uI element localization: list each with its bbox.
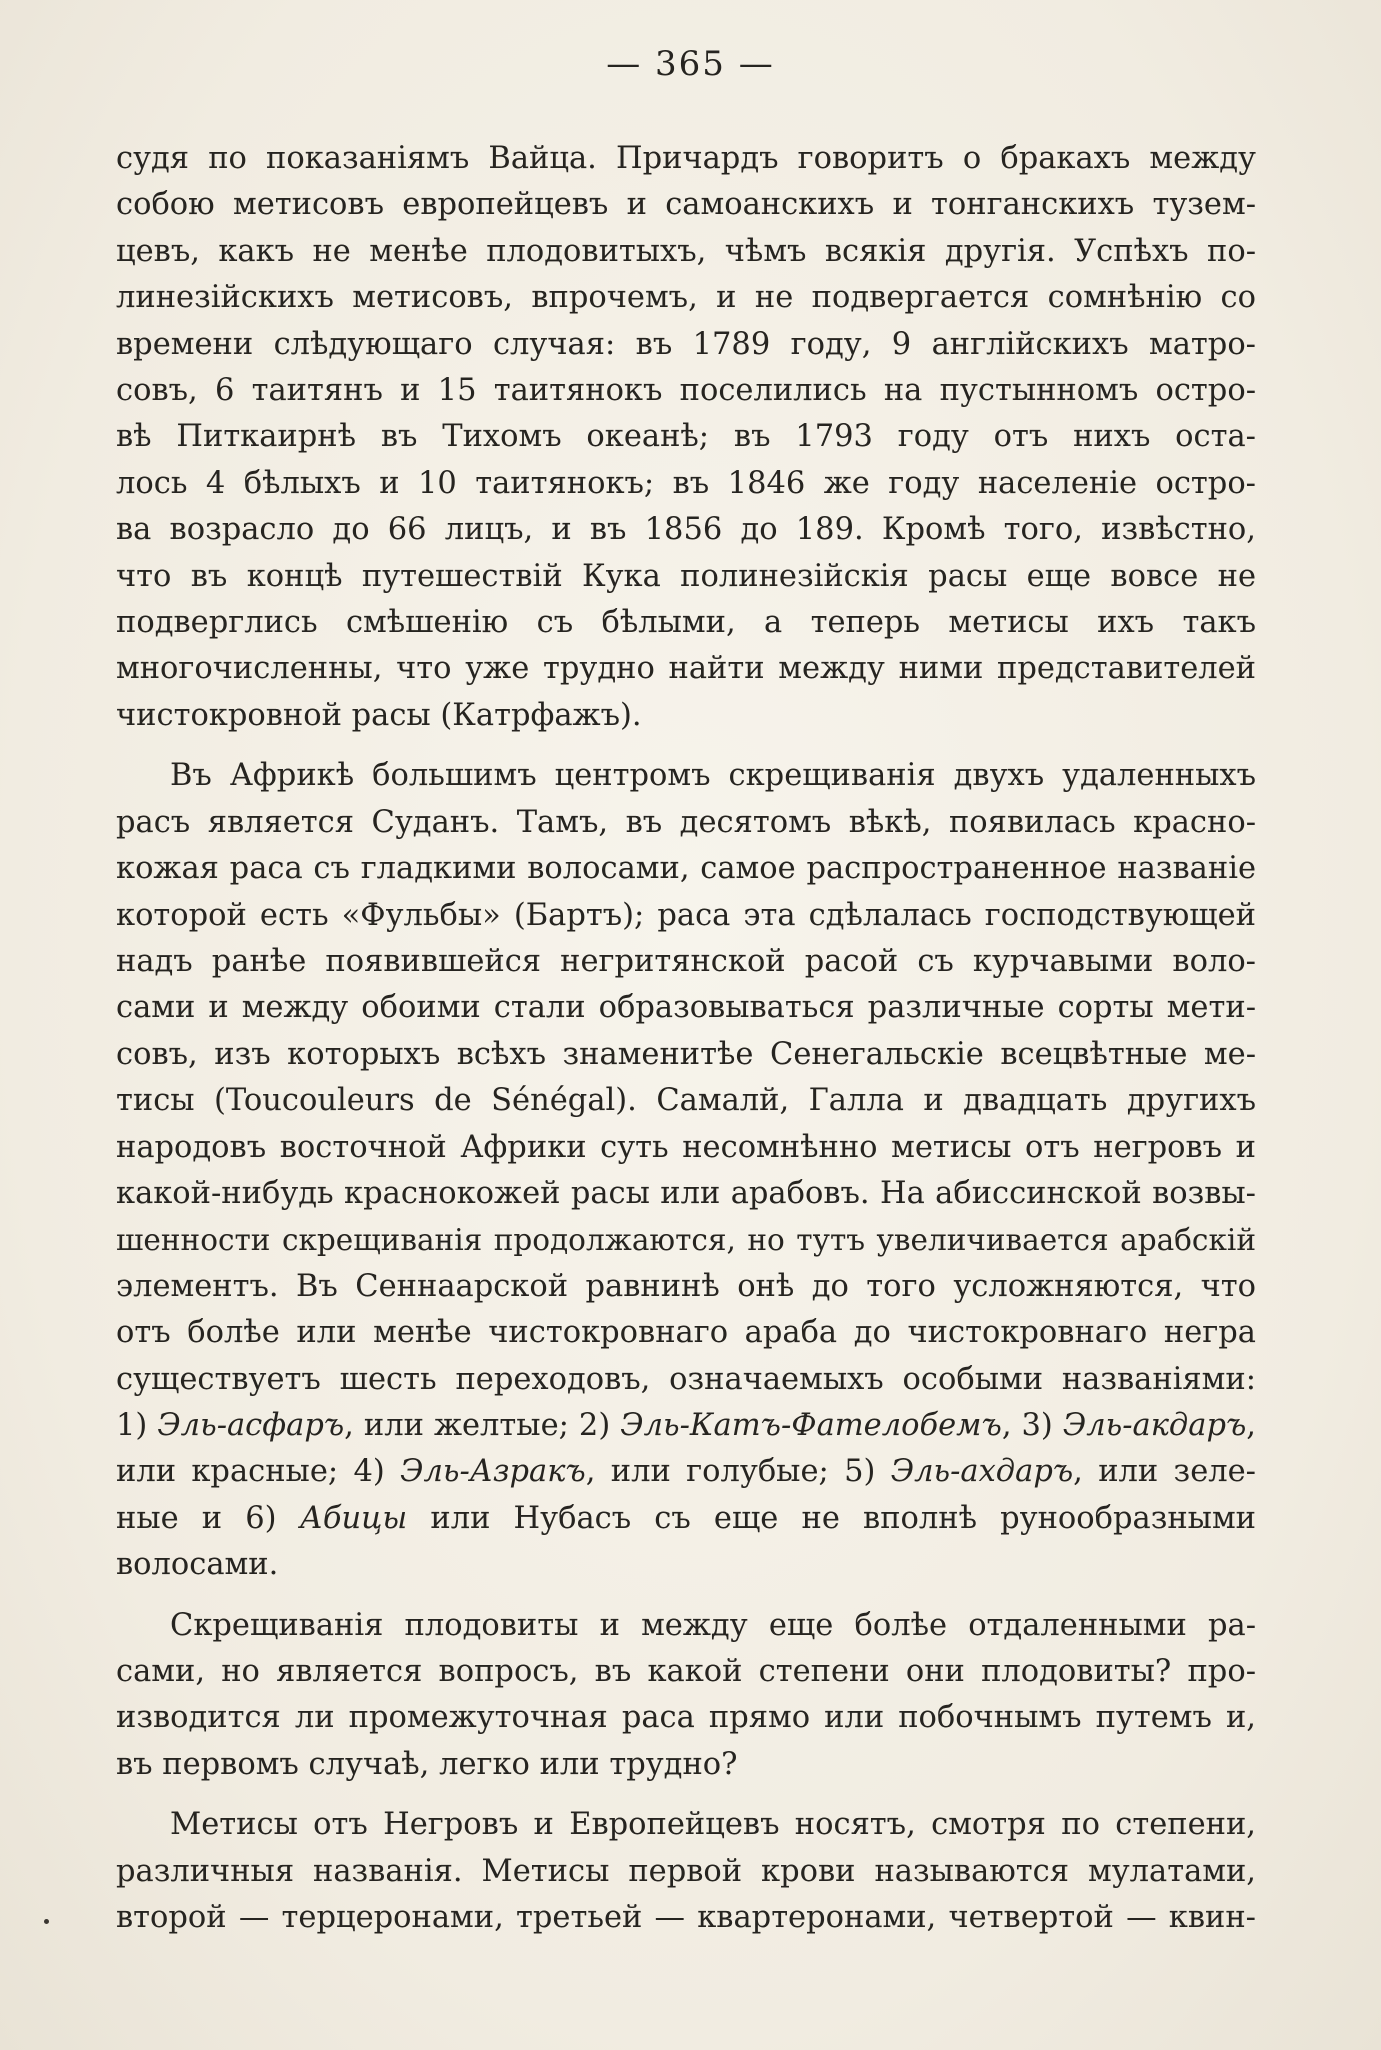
paragraph	[116, 1603, 1256, 1789]
italic-term: Абицы	[299, 1500, 408, 1536]
text-line: второй — терцеронами, третьей — квартеронами, четвертой — квин-	[116, 1900, 1256, 1936]
text-line: которой есть «Фульбы» (Бартъ); раса эта сдѣлалась господствующей	[116, 897, 1256, 933]
text-line: народовъ восточной Африки суть несомнѣнно метисы отъ негровъ и	[116, 1129, 1256, 1165]
text-line: Скрещиванія плодовиты и между еще болѣе отдаленными ра-	[170, 1607, 1256, 1643]
text-line: лось 4 бѣлыхъ и 10 таитянокъ; въ 1846 же году населеніе остро-	[116, 465, 1256, 501]
italic-term: Эль-Азракъ	[400, 1454, 586, 1490]
text-line: волосами.	[116, 1547, 279, 1583]
text-line: какой-нибудь краснокожей расы или арабовъ. На абиссинской возвы-	[116, 1175, 1256, 1211]
text-line: судя по показаніямъ Вайца. Причардъ говоритъ о бракахъ между	[116, 141, 1256, 176]
body-text	[116, 136, 1256, 1955]
italic-term: Эль-ахдаръ	[890, 1454, 1074, 1490]
text-line: линезійскихъ метисовъ, впрочемъ, и не подвергается сомнѣнію со	[116, 280, 1256, 316]
text-line: отъ болѣе или менѣе чистокровнаго араба до чистокровнаго негра	[116, 1315, 1256, 1351]
text-line: сами, но является вопросъ, въ какой степени они плодовиты? про-	[116, 1654, 1256, 1689]
text-line: кожая раса съ гладкими волосами, самое распространенное названіе	[116, 851, 1256, 887]
paragraph	[116, 753, 1256, 1588]
ink-speck	[44, 1919, 49, 1924]
text-line: Метисы отъ Негровъ и Европейцевъ носятъ, смотря по степени,	[170, 1807, 1256, 1843]
text-line: совъ, 6 таитянъ и 15 таитянокъ поселились на пустынномъ остро-	[116, 373, 1256, 409]
italic-term: Эль-акдаръ	[1062, 1407, 1247, 1443]
text-line: Въ Африкѣ большимъ центромъ скрещиванія двухъ удаленныхъ	[170, 758, 1256, 794]
text-line: чистокровной расы (Катрфажъ).	[116, 697, 642, 733]
page-number: — 365 —	[606, 44, 775, 84]
text-line: элементъ. Въ Сеннаарской равнинѣ онѣ до того усложняются, что	[116, 1268, 1256, 1304]
text-line: собою метисовъ европейцевъ и самоанскихъ и тонганскихъ тузем-	[116, 187, 1256, 223]
text-line: сами и между обоими стали образовываться различные сорты мети-	[116, 990, 1256, 1026]
text-line: совъ, изъ которыхъ всѣхъ знаменитѣе Сенегальскіе всецвѣтные ме-	[116, 1036, 1256, 1072]
italic-term: Эль-асфаръ	[157, 1407, 345, 1443]
italic-term: Эль-Катъ-Фателобемъ	[620, 1407, 1002, 1443]
text-line: ные и 6) Абицы или Нубасъ съ еще не вполнѣ рунообразными	[116, 1500, 1257, 1536]
paragraph	[116, 136, 1256, 739]
text-line: подверглись смѣшенію съ бѣлыми, а теперь метисы ихъ такъ	[116, 605, 1256, 641]
text-line: времени слѣдующаго случая: въ 1789 году, 9 англійскихъ матро-	[116, 326, 1256, 362]
text-line: 1) Эль-асфаръ, или желтые; 2) Эль-Катъ-Фателобемъ, 3) Эль-акдаръ,	[116, 1407, 1256, 1443]
text-line: что въ концѣ путешествій Кука полинезійскія расы еще вовсе не	[116, 558, 1256, 594]
text-line: существуетъ шесть переходовъ, означаемыхъ особыми названіями:	[116, 1361, 1256, 1397]
text-line: шенности скрещиванія продолжаются, но тутъ увеличивается арабскій	[116, 1223, 1256, 1258]
text-line: вѣ Питкаирнѣ въ Тихомъ океанѣ; въ 1793 году отъ нихъ оста-	[116, 419, 1256, 455]
text-line: надъ ранѣе появившейся негритянской расой съ курчавыми воло-	[116, 943, 1256, 979]
text-line: или красные; 4) Эль-Азракъ, или голубые; 5) Эль-ахдаръ, или зеле-	[116, 1454, 1256, 1490]
paragraph	[116, 1802, 1256, 1941]
text-line: цевъ, какъ не менѣе плодовитыхъ, чѣмъ всякія другія. Успѣхъ по-	[116, 233, 1256, 269]
text-line: различныя названія. Метисы первой крови называются мулатами,	[116, 1853, 1256, 1889]
text-line: изводится ли промежуточная раса прямо или побочнымъ путемъ и,	[116, 1700, 1256, 1736]
text-line: ва возрасло до 66 лицъ, и въ 1856 до 189. Кромѣ того, извѣстно,	[116, 512, 1256, 548]
text-line: тисы (Toucouleurs de Sénégal). Самалй, Галла и двадцать другихъ	[116, 1083, 1256, 1119]
text-line: многочисленны, что уже трудно найти между ними представителей	[116, 651, 1256, 687]
text-line: въ первомъ случаѣ, легко или трудно?	[116, 1746, 738, 1782]
text-line: расъ является Суданъ. Тамъ, въ десятомъ вѣкѣ, появилась красно-	[116, 804, 1256, 840]
